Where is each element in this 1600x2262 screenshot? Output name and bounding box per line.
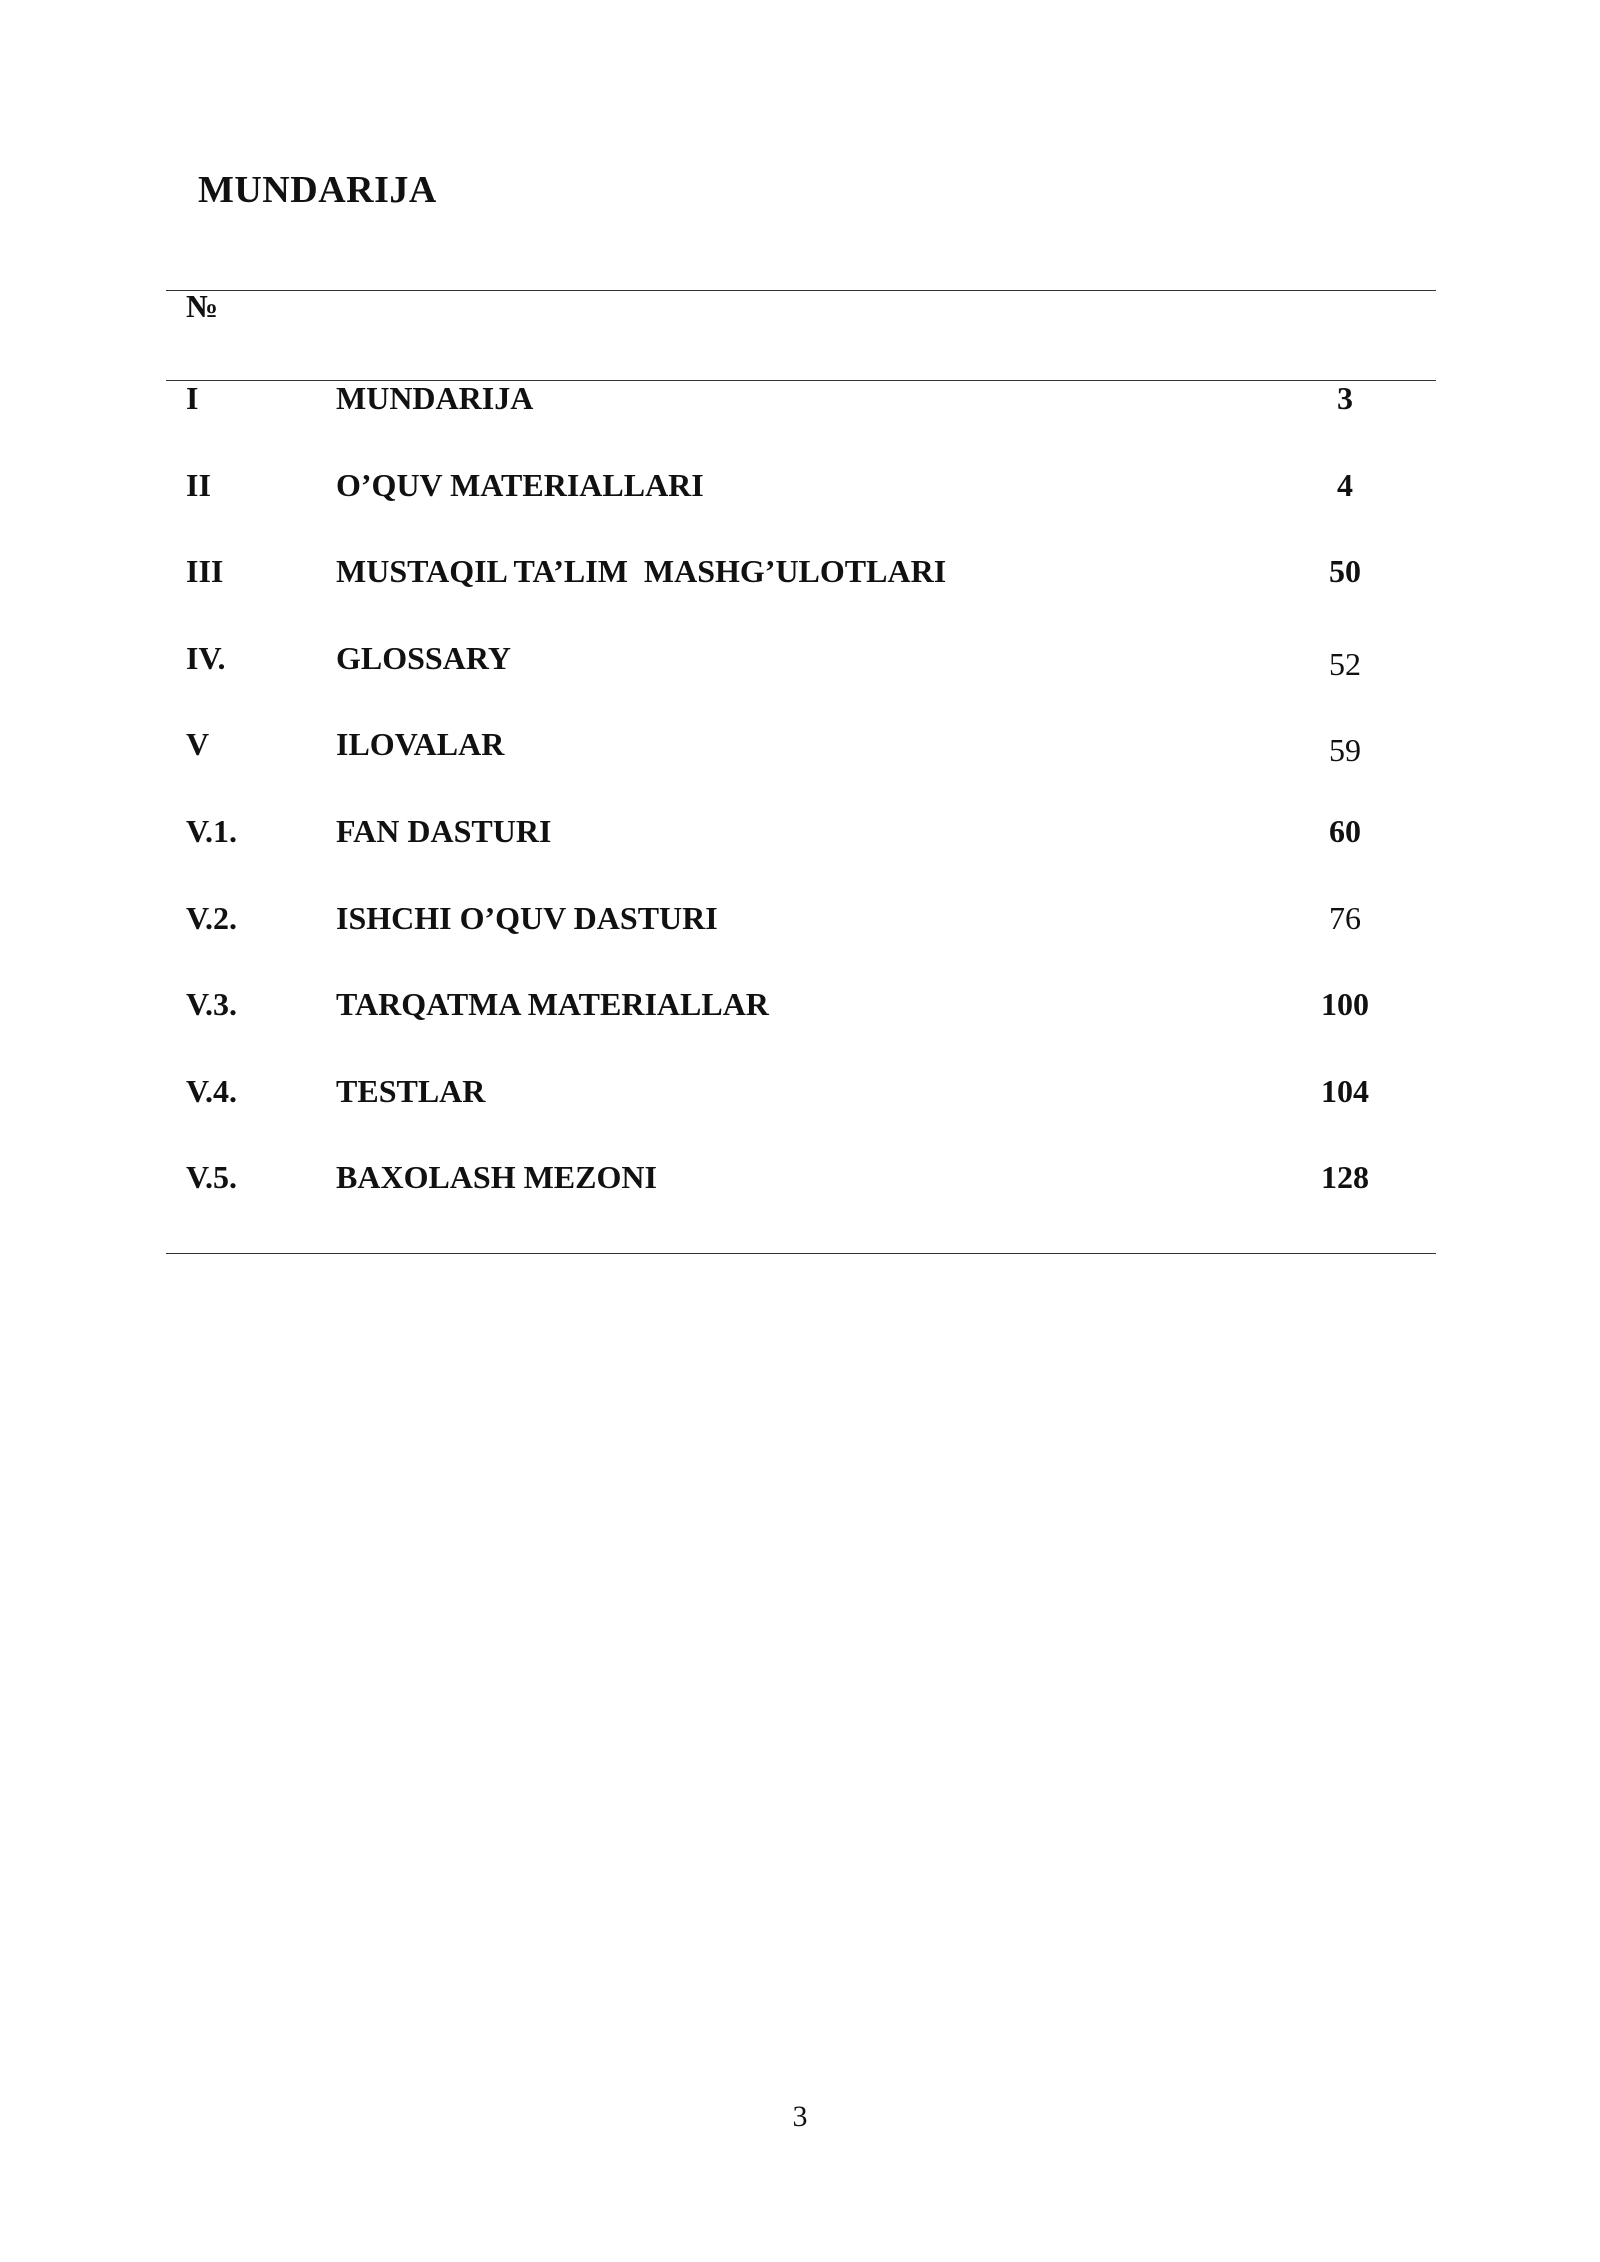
number-column-header: №: [186, 288, 219, 324]
toc-row-page: 50: [1329, 553, 1361, 589]
table-top-rule: [166, 290, 1436, 291]
page-number: 3: [792, 2100, 808, 2133]
toc-row-label: O’QUV MATERIALLARI: [336, 467, 704, 503]
toc-row-page: 104: [1321, 1073, 1369, 1109]
toc-row-label: TARQATMA MATERIALLAR: [336, 986, 769, 1022]
toc-row-label: ISHCHI O’QUV DASTURI: [336, 900, 718, 936]
toc-row[interactable]: [0, 988, 1600, 1048]
toc-row-number: V: [186, 726, 210, 762]
toc-row[interactable]: [0, 1075, 1600, 1135]
toc-row[interactable]: [0, 555, 1600, 615]
toc-row-number: V.1.: [186, 813, 237, 849]
toc-row-label: MUSTAQIL TA’LIM MASHG’ULOTLARI: [336, 553, 947, 589]
toc-row-page: 60: [1329, 813, 1361, 849]
toc-row-number: II: [186, 467, 211, 503]
toc-row-page: 4: [1337, 467, 1353, 503]
toc-row[interactable]: [0, 642, 1600, 702]
toc-row-page: 59: [1329, 732, 1361, 768]
toc-row-number: V.4.: [186, 1073, 237, 1109]
toc-row[interactable]: [0, 815, 1600, 875]
toc-row-number: I: [186, 380, 199, 416]
toc-row-number: IV.: [186, 640, 226, 676]
toc-row-page: 76: [1329, 900, 1361, 936]
toc-row-page: 100: [1321, 986, 1369, 1022]
toc-row-page: 52: [1329, 646, 1361, 682]
toc-row-number: V.3.: [186, 986, 237, 1022]
toc-row-number: V.5.: [186, 1159, 237, 1195]
toc-row-label: TESTLAR: [336, 1073, 486, 1109]
toc-row-label: MUNDARIJA: [336, 380, 534, 416]
toc-row[interactable]: [0, 902, 1600, 962]
toc-row-label: FAN DASTURI: [336, 813, 552, 849]
toc-row-page: 128: [1321, 1159, 1369, 1195]
table-bottom-rule: [166, 1253, 1436, 1254]
toc-row[interactable]: [0, 382, 1600, 442]
toc-row[interactable]: [0, 728, 1600, 788]
toc-row-label: ILOVALAR: [336, 726, 505, 762]
toc-row-label: GLOSSARY: [336, 640, 511, 676]
page-title: MUNDARIJA: [198, 169, 437, 211]
toc-row-page: 3: [1337, 380, 1353, 416]
toc-row-label: BAXOLASH MEZONI: [336, 1159, 657, 1195]
toc-row[interactable]: [0, 469, 1600, 529]
toc-row-number: V.2.: [186, 900, 237, 936]
toc-row-number: III: [186, 553, 224, 589]
toc-row[interactable]: [0, 1161, 1600, 1221]
